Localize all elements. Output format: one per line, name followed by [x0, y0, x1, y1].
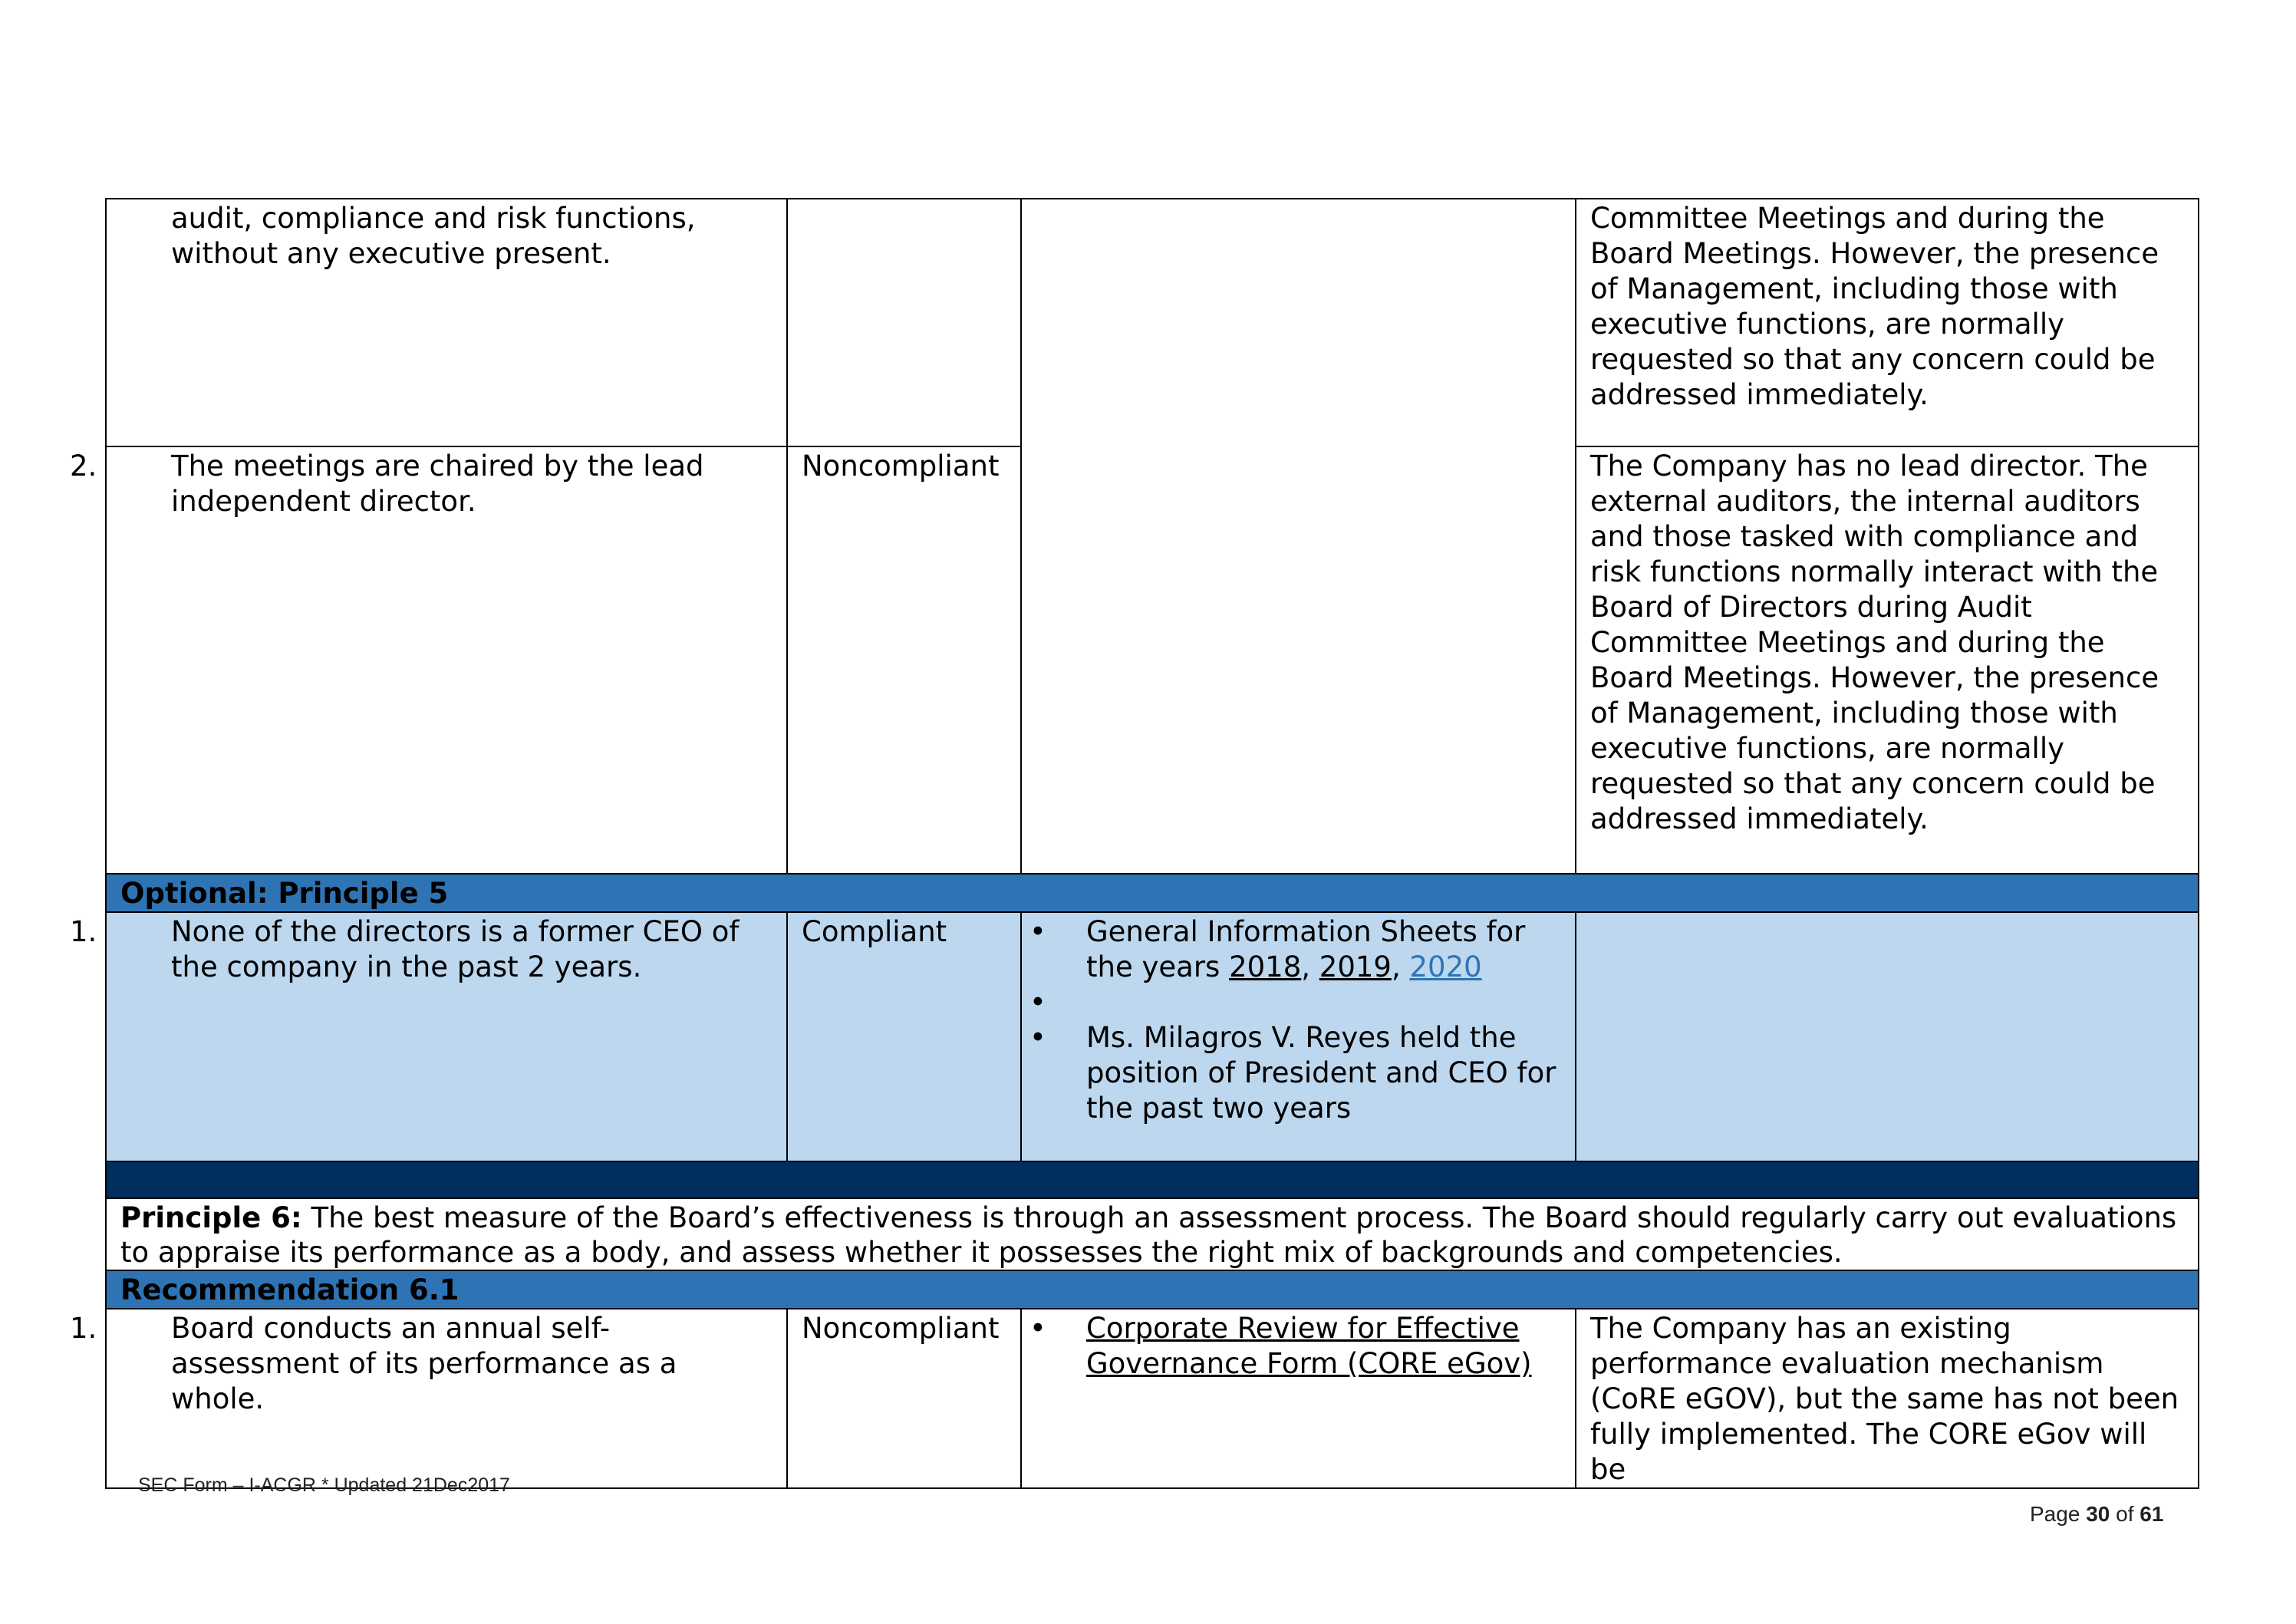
separator: , — [1391, 950, 1410, 983]
details-list — [1029, 914, 1561, 1126]
bullet-text: General Information Sheets for the years — [1086, 915, 1526, 983]
table-row — [106, 199, 2199, 446]
total-pages: 61 — [2140, 1502, 2164, 1526]
list-item — [1029, 1311, 1561, 1382]
gis-2019-link[interactable]: 2019 — [1319, 950, 1392, 983]
principle-text: The best measure of the Board’s effectiveness is through an assessment process. The Board should regularly carry out evaluations to appraise its performance as a body, and assess whether it possesses the right mix of backgrounds and competencies. — [120, 1201, 2177, 1269]
status-cell — [787, 1309, 1021, 1488]
item-text: Board conducts an annual self-assessment of its performance as a whole. — [171, 1312, 677, 1415]
table-row — [106, 1309, 2199, 1488]
details-cell — [1021, 912, 1576, 1161]
recommendation-cell — [70, 1309, 787, 1488]
of-word: of — [2116, 1502, 2134, 1526]
item-text: The meetings are chaired by the lead independent director. — [171, 450, 704, 518]
explanation-cell — [1576, 1309, 2199, 1488]
explanation-cell — [1576, 199, 2199, 446]
recommendation-cell — [106, 199, 787, 446]
status-cell — [787, 446, 1021, 874]
status-text: Noncompliant — [802, 1312, 1000, 1345]
gis-2020-link[interactable]: 2020 — [1409, 950, 1482, 983]
list-item — [1029, 1020, 1561, 1126]
status-text: Compliant — [802, 915, 947, 948]
recommendation-cell — [70, 912, 787, 1161]
principle-row — [106, 1198, 2199, 1270]
page-number — [2030, 1502, 2163, 1527]
explanation-text: Committee Meetings and during the Board Meetings. However, the presence of Management, including those with executive functions, are normally requested so that any concern could be addressed immediately. — [1590, 202, 2159, 411]
page-word: Page — [2030, 1502, 2080, 1526]
list-spacer — [1029, 985, 1561, 1020]
details-cell — [1021, 1309, 1576, 1488]
item-text: None of the directors is a former CEO of the company in the past 2 years. — [171, 915, 740, 983]
section-header-row — [106, 1270, 2199, 1309]
table-row — [106, 912, 2199, 1161]
section-header-text: Recommendation 6.1 — [120, 1273, 460, 1306]
compliance-table — [70, 198, 2199, 1489]
section-header — [106, 874, 2199, 912]
item-text: audit, compliance and risk functions, without any executive present. — [171, 202, 696, 270]
bullet-text: Ms. Milagros V. Reyes held the position of President and CEO for the past two years — [1086, 1021, 1556, 1125]
status-text: Noncompliant — [802, 450, 1000, 483]
section-header-row — [106, 874, 2199, 912]
principle-label: Principle 6: — [120, 1201, 302, 1234]
explanation-cell — [1576, 912, 2199, 1161]
item-number: 2. — [70, 450, 97, 483]
core-egov-link[interactable]: Corporate Review for Effective Governance Form (CORE eGov) — [1086, 1312, 1532, 1380]
principle-cell — [106, 1198, 2199, 1270]
status-cell — [787, 199, 1021, 446]
gis-2018-link[interactable]: 2018 — [1229, 950, 1302, 983]
explanation-text: The Company has no lead director. The external auditors, the internal auditors and those tasked with compliance and risk functions normally interact with the Board of Directors during Audit Committee Meetings and during the Board Meetings. However, the presence of Management, including those with executive functions, are normally requested so that any concern could be addressed immediately. — [1590, 450, 2159, 835]
item-number: 1. — [70, 915, 97, 948]
section-header — [106, 1270, 2199, 1309]
section-header-text: Optional: Principle 5 — [120, 877, 449, 910]
details-list — [1029, 1311, 1561, 1382]
current-page: 30 — [2086, 1502, 2110, 1526]
list-item — [1029, 914, 1561, 985]
details-cell — [1021, 199, 1576, 874]
explanation-cell — [1576, 446, 2199, 874]
footer-form-label: SEC Form – I-ACGR * Updated 21Dec2017 — [138, 1474, 510, 1496]
separator: , — [1301, 950, 1319, 983]
status-cell — [787, 912, 1021, 1161]
divider-band — [106, 1161, 2199, 1198]
recommendation-cell — [70, 446, 787, 874]
item-number: 1. — [70, 1312, 97, 1345]
explanation-text: The Company has an existing performance evaluation mechanism (CoRE eGOV), but the same has not been fully implemented. The CORE eGov will be — [1590, 1312, 2179, 1486]
divider-row — [106, 1161, 2199, 1198]
